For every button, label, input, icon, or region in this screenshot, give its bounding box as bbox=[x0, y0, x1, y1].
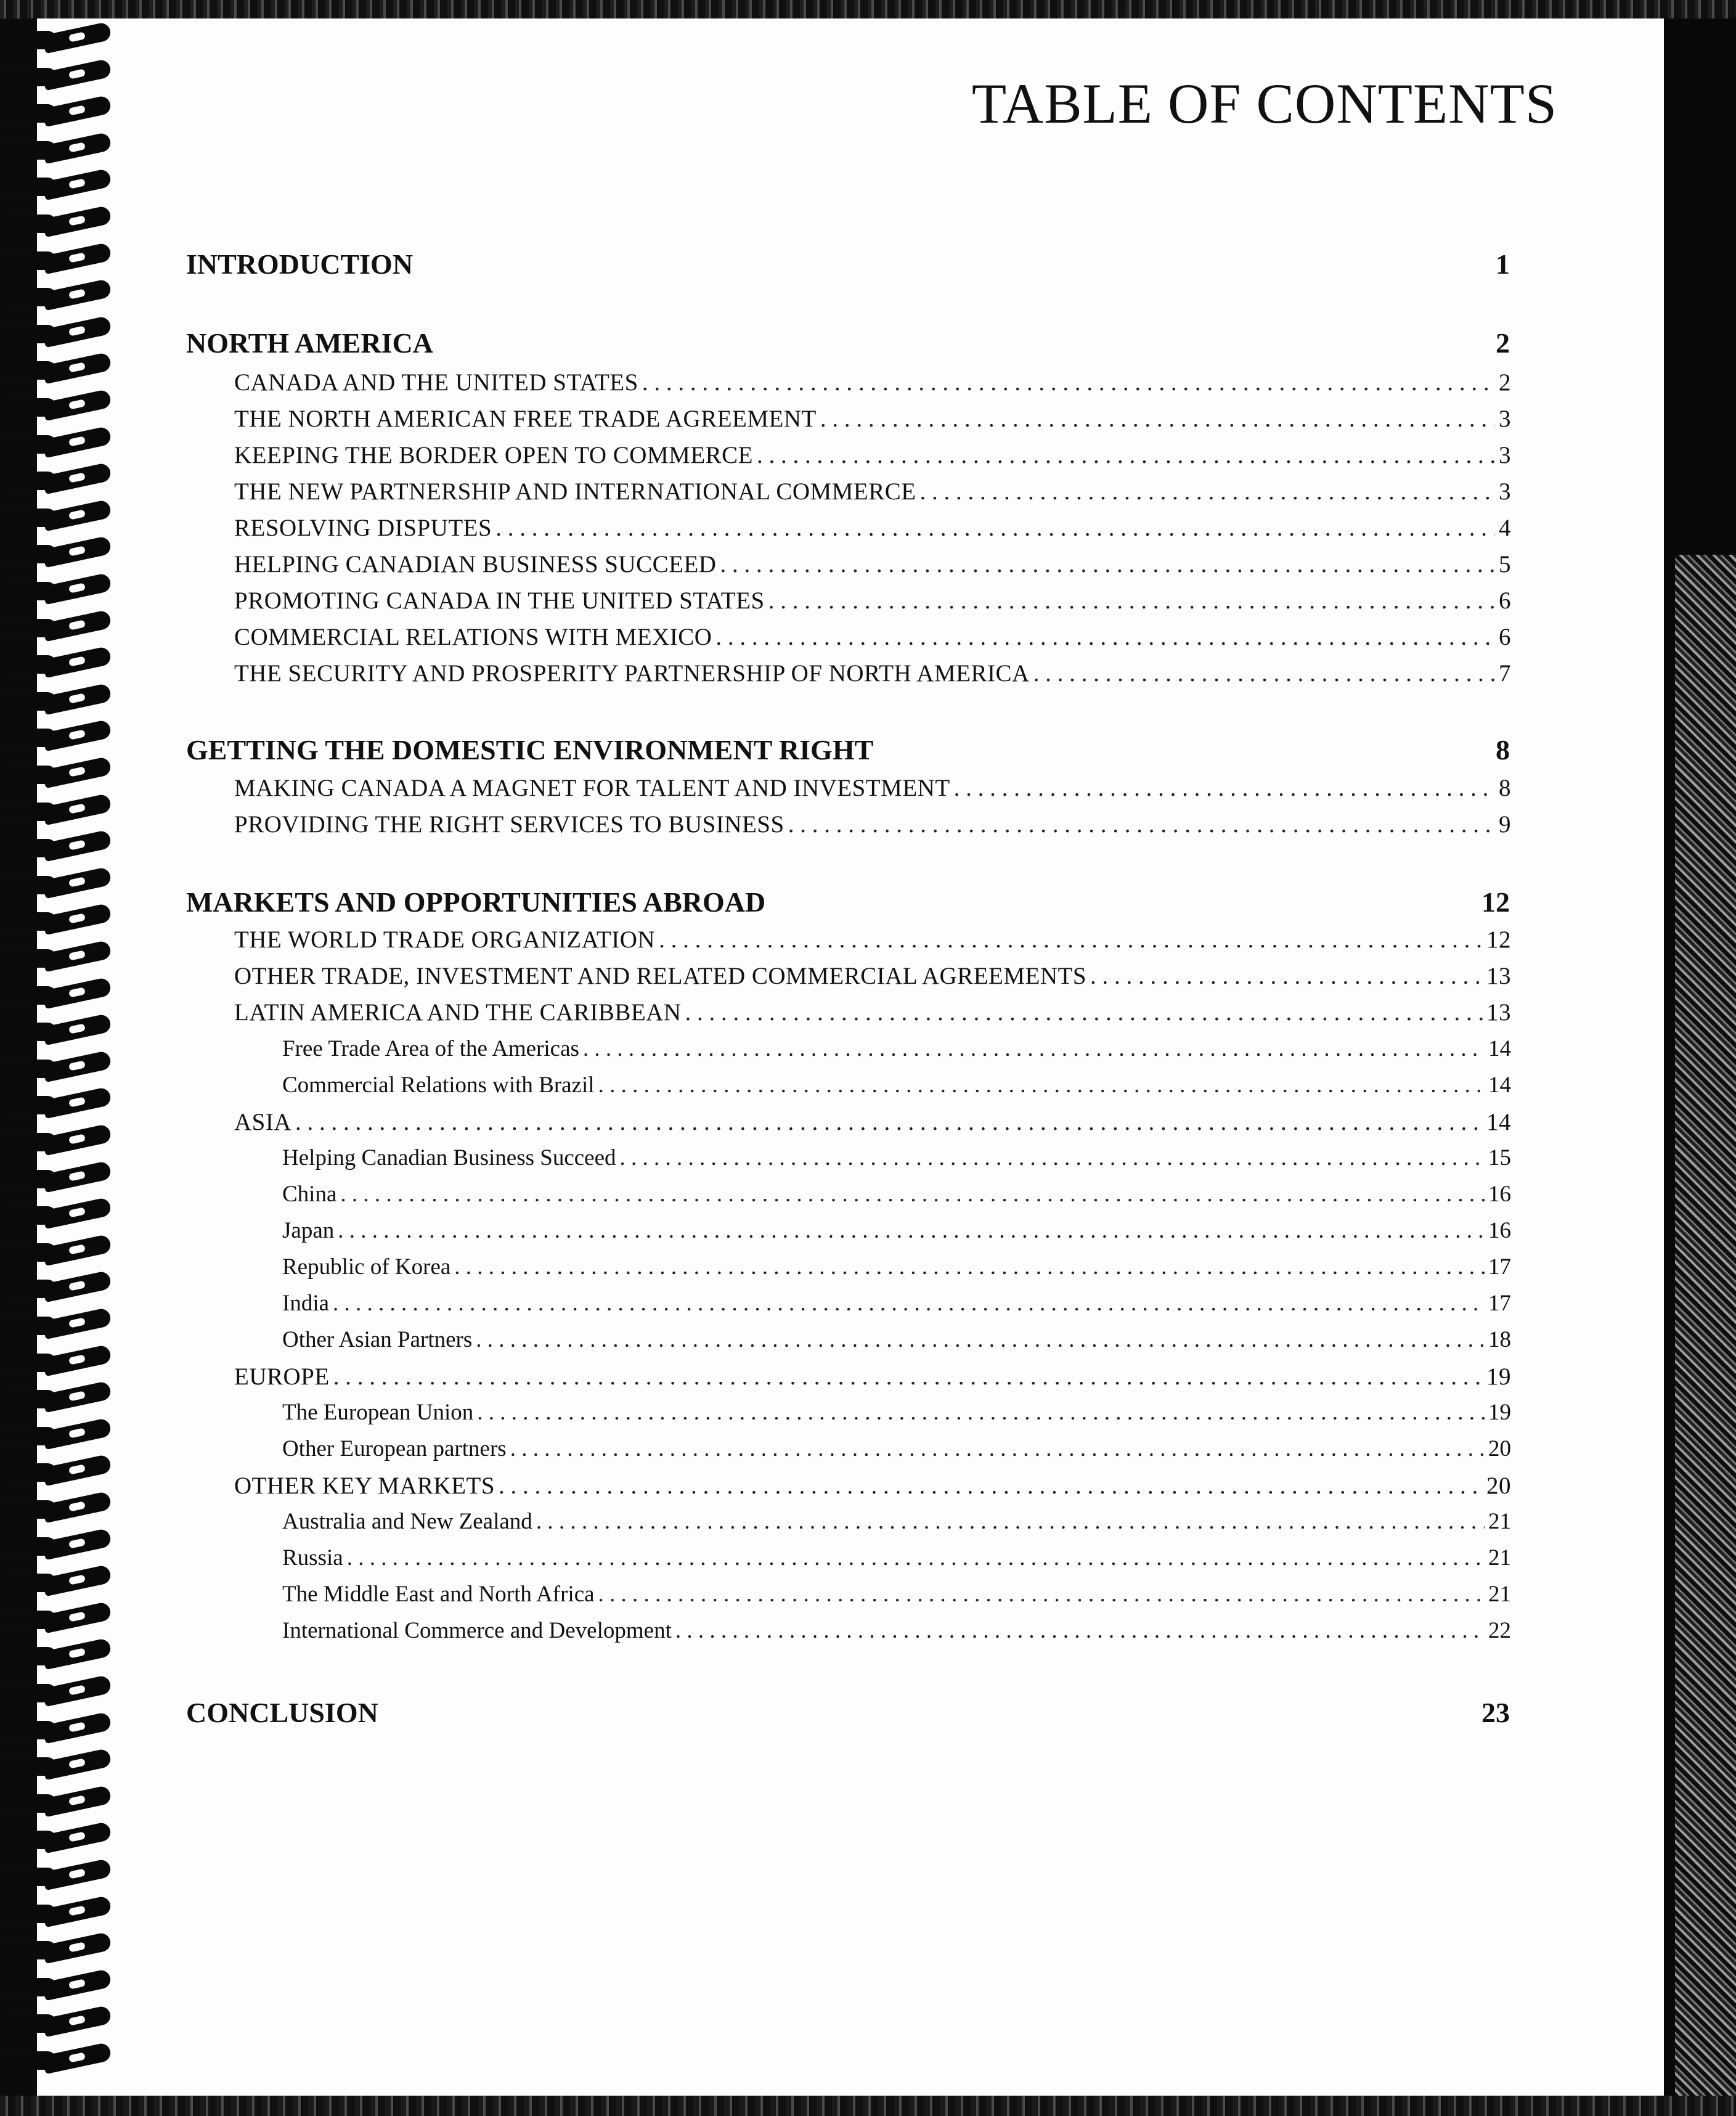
subentry-title: The European Union bbox=[282, 1400, 474, 1425]
entry-title: HELPING CANADIAN BUSINESS SUCCEED bbox=[234, 551, 717, 578]
subentry-page-number: 17 bbox=[1488, 1254, 1511, 1280]
binding-coil bbox=[0, 1347, 117, 1376]
toc-entry bbox=[234, 514, 1511, 542]
section-page-number: 1 bbox=[1496, 248, 1510, 280]
toc-entry bbox=[234, 926, 1511, 954]
entry-title: LATIN AMERICA AND THE CARIBBEAN bbox=[234, 999, 682, 1026]
section-title: MARKETS AND OPPORTUNITIES ABROAD bbox=[186, 886, 766, 918]
binding-coil bbox=[0, 62, 117, 90]
dot-leader bbox=[477, 1399, 1485, 1426]
binding-coil bbox=[0, 1200, 117, 1228]
binding-coil bbox=[0, 613, 117, 641]
binding-coil bbox=[0, 1457, 117, 1485]
binding-coil bbox=[0, 2045, 117, 2073]
binding-coil bbox=[0, 1016, 117, 1045]
binding-coil bbox=[0, 1861, 117, 1890]
entry-page-number: 20 bbox=[1486, 1473, 1511, 1499]
binding-coil bbox=[0, 1751, 117, 1779]
binding-coil bbox=[0, 1127, 117, 1155]
toc-subentry bbox=[282, 1254, 1511, 1280]
toc-entry bbox=[234, 441, 1511, 469]
entry-page-number: 3 bbox=[1499, 442, 1511, 468]
dot-leader bbox=[920, 478, 1495, 505]
entry-page-number: 13 bbox=[1486, 999, 1511, 1026]
binding-coil bbox=[0, 1310, 117, 1339]
binding-coil bbox=[0, 171, 117, 200]
binding-coil bbox=[0, 392, 117, 420]
dot-leader bbox=[340, 1181, 1485, 1207]
binding-coil bbox=[0, 686, 117, 714]
binding-coil bbox=[0, 25, 117, 53]
subentry-title: India bbox=[282, 1291, 330, 1316]
binding-coil bbox=[0, 282, 117, 310]
top-page-edge bbox=[0, 0, 1736, 18]
entry-page-number: 12 bbox=[1486, 926, 1511, 953]
toc-section-domestic-environment bbox=[186, 733, 1510, 766]
binding-coil bbox=[0, 796, 117, 825]
binding-coil bbox=[0, 1715, 117, 1743]
binding-coil bbox=[0, 1090, 117, 1118]
binding-coil bbox=[0, 2008, 117, 2036]
binding-coil bbox=[0, 576, 117, 604]
entry-title: THE WORLD TRADE ORGANIZATION bbox=[234, 926, 656, 953]
subentry-page-number: 21 bbox=[1488, 1509, 1511, 1534]
binding-coil bbox=[0, 1494, 117, 1522]
toc-entry bbox=[234, 811, 1511, 838]
dot-leader bbox=[333, 1363, 1483, 1391]
toc-subentry bbox=[282, 1181, 1511, 1207]
section-title: CONCLUSION bbox=[186, 1697, 378, 1728]
dot-leader bbox=[598, 1581, 1485, 1607]
binding-coil bbox=[0, 1237, 117, 1265]
toc-entry bbox=[234, 1108, 1511, 1136]
section-page-number: 2 bbox=[1496, 327, 1510, 359]
binding-coil bbox=[0, 539, 117, 567]
entry-page-number: 4 bbox=[1499, 515, 1511, 541]
section-page-number: 23 bbox=[1481, 1697, 1510, 1728]
dot-leader bbox=[715, 623, 1495, 651]
subentry-page-number: 21 bbox=[1488, 1545, 1511, 1571]
toc-entry bbox=[234, 999, 1511, 1026]
entry-title: CANADA AND THE UNITED STATES bbox=[234, 369, 638, 396]
subentry-page-number: 18 bbox=[1488, 1327, 1511, 1352]
binding-coil bbox=[0, 319, 117, 347]
subentry-title: Helping Canadian Business Succeed bbox=[282, 1145, 616, 1170]
dot-leader bbox=[338, 1217, 1485, 1244]
dot-leader bbox=[495, 514, 1495, 542]
section-title: INTRODUCTION bbox=[186, 248, 414, 280]
section-page-number: 8 bbox=[1496, 734, 1510, 766]
toc-subentry bbox=[282, 1217, 1511, 1244]
subentry-title: China bbox=[282, 1182, 337, 1207]
entry-title: OTHER KEY MARKETS bbox=[234, 1473, 495, 1499]
binding-coil bbox=[0, 870, 117, 898]
binding-coil bbox=[0, 502, 117, 531]
dot-leader bbox=[768, 587, 1495, 615]
dot-leader bbox=[757, 441, 1495, 469]
toc-subentry bbox=[282, 1508, 1511, 1535]
entry-title: PROMOTING CANADA IN THE UNITED STATES bbox=[234, 587, 765, 614]
binding-coil bbox=[0, 1788, 117, 1816]
entry-title: ASIA bbox=[234, 1109, 292, 1135]
binding-coil bbox=[0, 1164, 117, 1192]
subentry-title: Free Trade Area of the Americas bbox=[282, 1036, 579, 1061]
binding-coil bbox=[0, 1273, 117, 1302]
subentry-title: Other Asian Partners bbox=[282, 1327, 473, 1352]
toc-entry bbox=[234, 1472, 1511, 1500]
binding-coil bbox=[0, 429, 117, 457]
toc-subentry bbox=[282, 1545, 1511, 1571]
binding-coil bbox=[0, 722, 117, 751]
toc-section-conclusion bbox=[186, 1696, 1510, 1729]
subentry-page-number: 19 bbox=[1488, 1400, 1511, 1425]
entry-title: OTHER TRADE, INVESTMENT AND RELATED COMMERCIAL AGREEMENTS bbox=[234, 963, 1087, 989]
subentry-page-number: 16 bbox=[1488, 1182, 1511, 1207]
toc-subentry bbox=[282, 1036, 1511, 1062]
binding-coil bbox=[0, 1898, 117, 1927]
dot-leader bbox=[499, 1472, 1483, 1500]
toc-entry bbox=[234, 405, 1511, 433]
binding-coil bbox=[0, 980, 117, 1008]
toc-entry bbox=[234, 369, 1511, 396]
dot-leader bbox=[1090, 962, 1483, 990]
toc-subentry bbox=[282, 1290, 1511, 1317]
entry-title: THE NEW PARTNERSHIP AND INTERNATIONAL COMMERCE bbox=[234, 478, 916, 505]
toc-entry bbox=[234, 623, 1511, 651]
subentry-page-number: 17 bbox=[1488, 1291, 1511, 1316]
dot-leader bbox=[720, 550, 1495, 578]
binding-coil bbox=[0, 208, 117, 237]
binding-coil bbox=[0, 355, 117, 383]
dot-leader bbox=[454, 1254, 1485, 1280]
toc-entry bbox=[234, 587, 1511, 615]
binding-coil bbox=[0, 1824, 117, 1853]
dot-leader bbox=[347, 1545, 1485, 1571]
subentry-page-number: 14 bbox=[1488, 1072, 1511, 1098]
toc-entry bbox=[234, 478, 1511, 505]
subentry-page-number: 21 bbox=[1488, 1582, 1511, 1607]
binding-coil bbox=[0, 833, 117, 861]
dot-leader bbox=[954, 774, 1495, 802]
subentry-title: Russia bbox=[282, 1545, 343, 1571]
toc-subentry bbox=[282, 1436, 1511, 1462]
section-title: GETTING THE DOMESTIC ENVIRONMENT RIGHT bbox=[186, 734, 874, 766]
subentry-title: International Commerce and Development bbox=[282, 1618, 672, 1643]
subentry-title: The Middle East and North Africa bbox=[282, 1582, 595, 1607]
entry-title: PROVIDING THE RIGHT SERVICES TO BUSINESS bbox=[234, 811, 784, 838]
dot-leader bbox=[642, 369, 1495, 396]
binding-coil bbox=[0, 906, 117, 934]
binding-coil bbox=[0, 1384, 117, 1412]
binding-coil bbox=[0, 759, 117, 788]
entry-title: MAKING CANADA A MAGNET FOR TALENT AND INVESTMENT bbox=[234, 775, 950, 801]
dot-leader bbox=[659, 926, 1483, 954]
dot-leader bbox=[620, 1145, 1485, 1171]
toc-subentry bbox=[282, 1581, 1511, 1607]
binding-coil bbox=[0, 245, 117, 274]
toc-section-north-america bbox=[186, 327, 1510, 359]
subentry-title: Other European partners bbox=[282, 1436, 507, 1461]
entry-page-number: 3 bbox=[1499, 478, 1511, 505]
subentry-page-number: 22 bbox=[1488, 1618, 1511, 1643]
binding-coil bbox=[0, 98, 117, 126]
dot-leader bbox=[598, 1072, 1485, 1098]
bottom-page-edge bbox=[0, 2096, 1736, 2116]
dot-leader bbox=[788, 811, 1495, 838]
dot-leader bbox=[333, 1290, 1485, 1317]
right-edge-texture bbox=[1675, 555, 1736, 2108]
toc-subentry bbox=[282, 1145, 1511, 1171]
entry-page-number: 8 bbox=[1499, 775, 1511, 801]
dot-leader bbox=[583, 1036, 1485, 1062]
subentry-page-number: 20 bbox=[1488, 1436, 1511, 1461]
dot-leader bbox=[510, 1436, 1485, 1462]
page-title: TABLE OF CONTENTS bbox=[971, 72, 1557, 135]
toc-entry bbox=[234, 550, 1511, 578]
binding-coil bbox=[0, 943, 117, 971]
subentry-title: Japan bbox=[282, 1218, 335, 1243]
subentry-page-number: 14 bbox=[1488, 1036, 1511, 1061]
subentry-title: Commercial Relations with Brazil bbox=[282, 1072, 595, 1098]
entry-title: THE NORTH AMERICAN FREE TRADE AGREEMENT bbox=[234, 406, 817, 432]
binding-coil bbox=[0, 1421, 117, 1449]
entry-page-number: 9 bbox=[1499, 811, 1511, 838]
toc-entry bbox=[234, 774, 1511, 802]
subentry-page-number: 15 bbox=[1488, 1145, 1511, 1170]
section-page-number: 12 bbox=[1481, 886, 1510, 918]
subentry-page-number: 16 bbox=[1488, 1218, 1511, 1243]
entry-page-number: 13 bbox=[1486, 963, 1511, 989]
entry-page-number: 6 bbox=[1499, 587, 1511, 614]
spiral-binding bbox=[0, 25, 123, 2096]
entry-page-number: 14 bbox=[1486, 1109, 1511, 1135]
binding-coil bbox=[0, 1972, 117, 2000]
dot-leader bbox=[1033, 660, 1495, 687]
binding-coil bbox=[0, 135, 117, 163]
subentry-title: Republic of Korea bbox=[282, 1254, 451, 1280]
section-title: NORTH AMERICA bbox=[186, 327, 433, 359]
toc-section-markets-abroad bbox=[186, 886, 1510, 918]
binding-coil bbox=[0, 649, 117, 677]
entry-page-number: 19 bbox=[1486, 1363, 1511, 1390]
dot-leader bbox=[675, 1617, 1485, 1644]
toc-entry bbox=[234, 660, 1511, 687]
dot-leader bbox=[820, 405, 1495, 433]
entry-page-number: 5 bbox=[1499, 551, 1511, 578]
entry-page-number: 3 bbox=[1499, 406, 1511, 432]
entry-page-number: 6 bbox=[1499, 624, 1511, 650]
entry-page-number: 7 bbox=[1499, 660, 1511, 687]
dot-leader bbox=[536, 1508, 1485, 1535]
binding-coil bbox=[0, 1053, 117, 1082]
entry-title: COMMERCIAL RELATIONS WITH MEXICO bbox=[234, 624, 712, 650]
entry-title: KEEPING THE BORDER OPEN TO COMMERCE bbox=[234, 442, 753, 468]
toc-subentry bbox=[282, 1399, 1511, 1426]
entry-title: EUROPE bbox=[234, 1363, 330, 1390]
subentry-title: Australia and New Zealand bbox=[282, 1509, 532, 1534]
entry-title: RESOLVING DISPUTES bbox=[234, 515, 492, 541]
binding-coil bbox=[0, 1567, 117, 1596]
toc-subentry bbox=[282, 1617, 1511, 1644]
toc-entry bbox=[234, 962, 1511, 990]
dot-leader bbox=[476, 1326, 1485, 1353]
dot-leader bbox=[685, 999, 1483, 1026]
toc-entry bbox=[234, 1363, 1511, 1391]
binding-coil bbox=[0, 1604, 117, 1633]
toc-subentry bbox=[282, 1326, 1511, 1353]
binding-coil bbox=[0, 1935, 117, 1963]
binding-coil bbox=[0, 465, 117, 494]
binding-coil bbox=[0, 1531, 117, 1559]
entry-page-number: 2 bbox=[1499, 369, 1511, 396]
binding-coil bbox=[0, 1641, 117, 1669]
dot-leader bbox=[295, 1108, 1483, 1136]
entry-title: THE SECURITY AND PROSPERITY PARTNERSHIP OF NORTH AMERICA bbox=[234, 660, 1030, 687]
toc-subentry bbox=[282, 1072, 1511, 1098]
binding-coil bbox=[0, 1678, 117, 1706]
toc-section-introduction bbox=[186, 248, 1510, 280]
